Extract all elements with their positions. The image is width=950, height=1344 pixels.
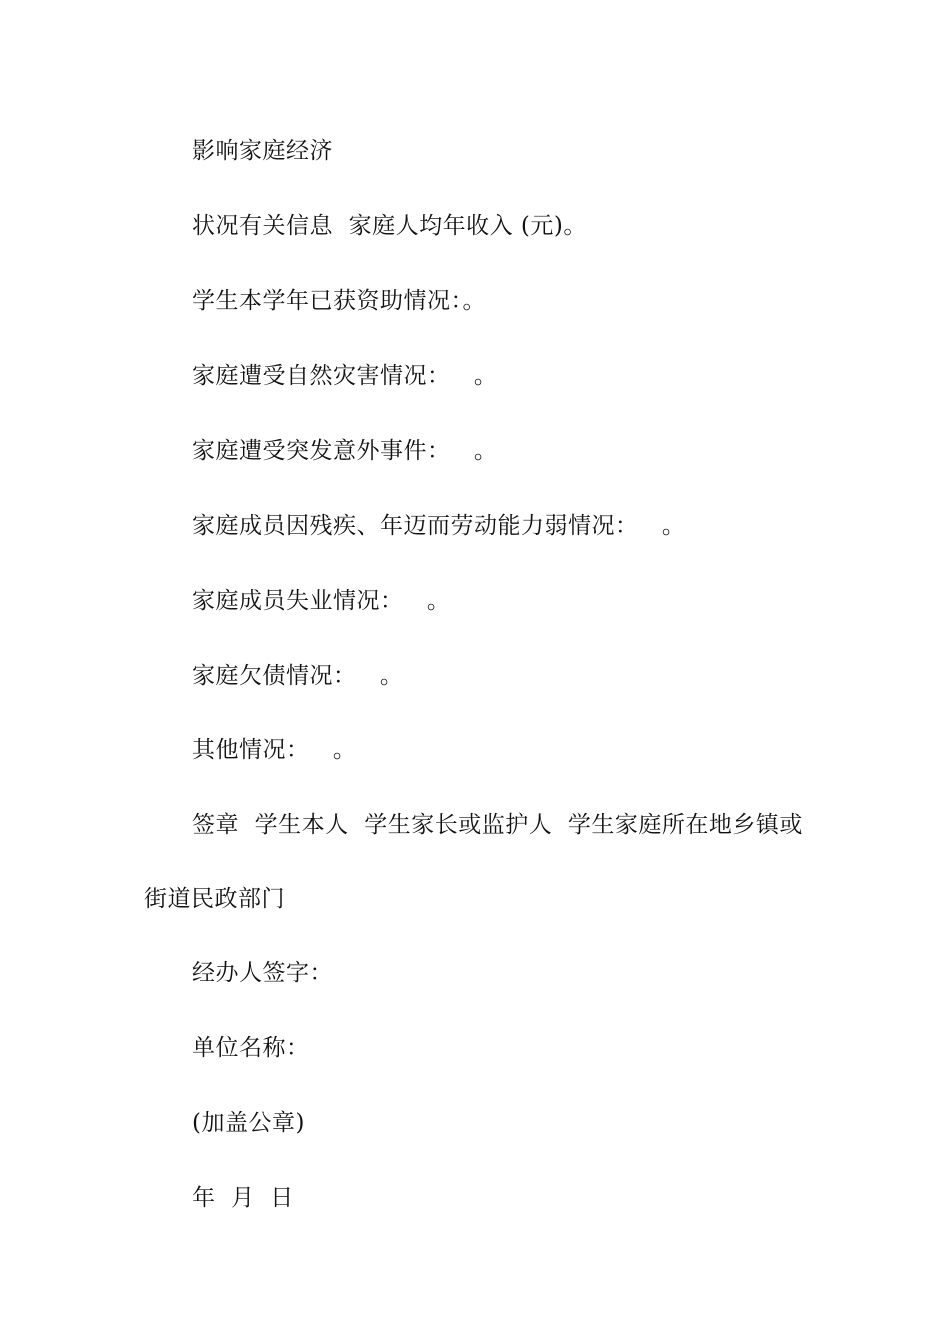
text-line-accident: 家庭遭受突发意外事件： 。 bbox=[192, 438, 498, 464]
text-line-handler-signature: 经办人签字： bbox=[192, 960, 333, 986]
text-line-date: 年 月 日 bbox=[192, 1185, 294, 1211]
text-line-unit-name: 单位名称： bbox=[192, 1035, 310, 1061]
text-line-other: 其他情况： 。 bbox=[192, 737, 357, 763]
text-line-civil-affairs: 街道民政部门 bbox=[144, 886, 285, 912]
text-line-official-seal: (加盖公章) bbox=[192, 1110, 305, 1136]
text-line-disability: 家庭成员因残疾、年迈而劳动能力弱情况： 。 bbox=[192, 513, 686, 539]
text-line-household-income: 状况有关信息 家庭人均年收入 (元)。 bbox=[192, 213, 587, 239]
text-line-unemployment: 家庭成员失业情况： 。 bbox=[192, 588, 451, 614]
text-line-aid-received: 学生本学年已获资助情况：。 bbox=[192, 288, 486, 314]
text-line-signatures: 签章 学生本人 学生家长或监护人 学生家庭所在地乡镇或 bbox=[192, 812, 803, 838]
text-line-economic-influence: 影响家庭经济 bbox=[192, 138, 333, 164]
text-line-natural-disaster: 家庭遭受自然灾害情况： 。 bbox=[192, 363, 498, 389]
text-line-debt: 家庭欠债情况： 。 bbox=[192, 663, 404, 689]
